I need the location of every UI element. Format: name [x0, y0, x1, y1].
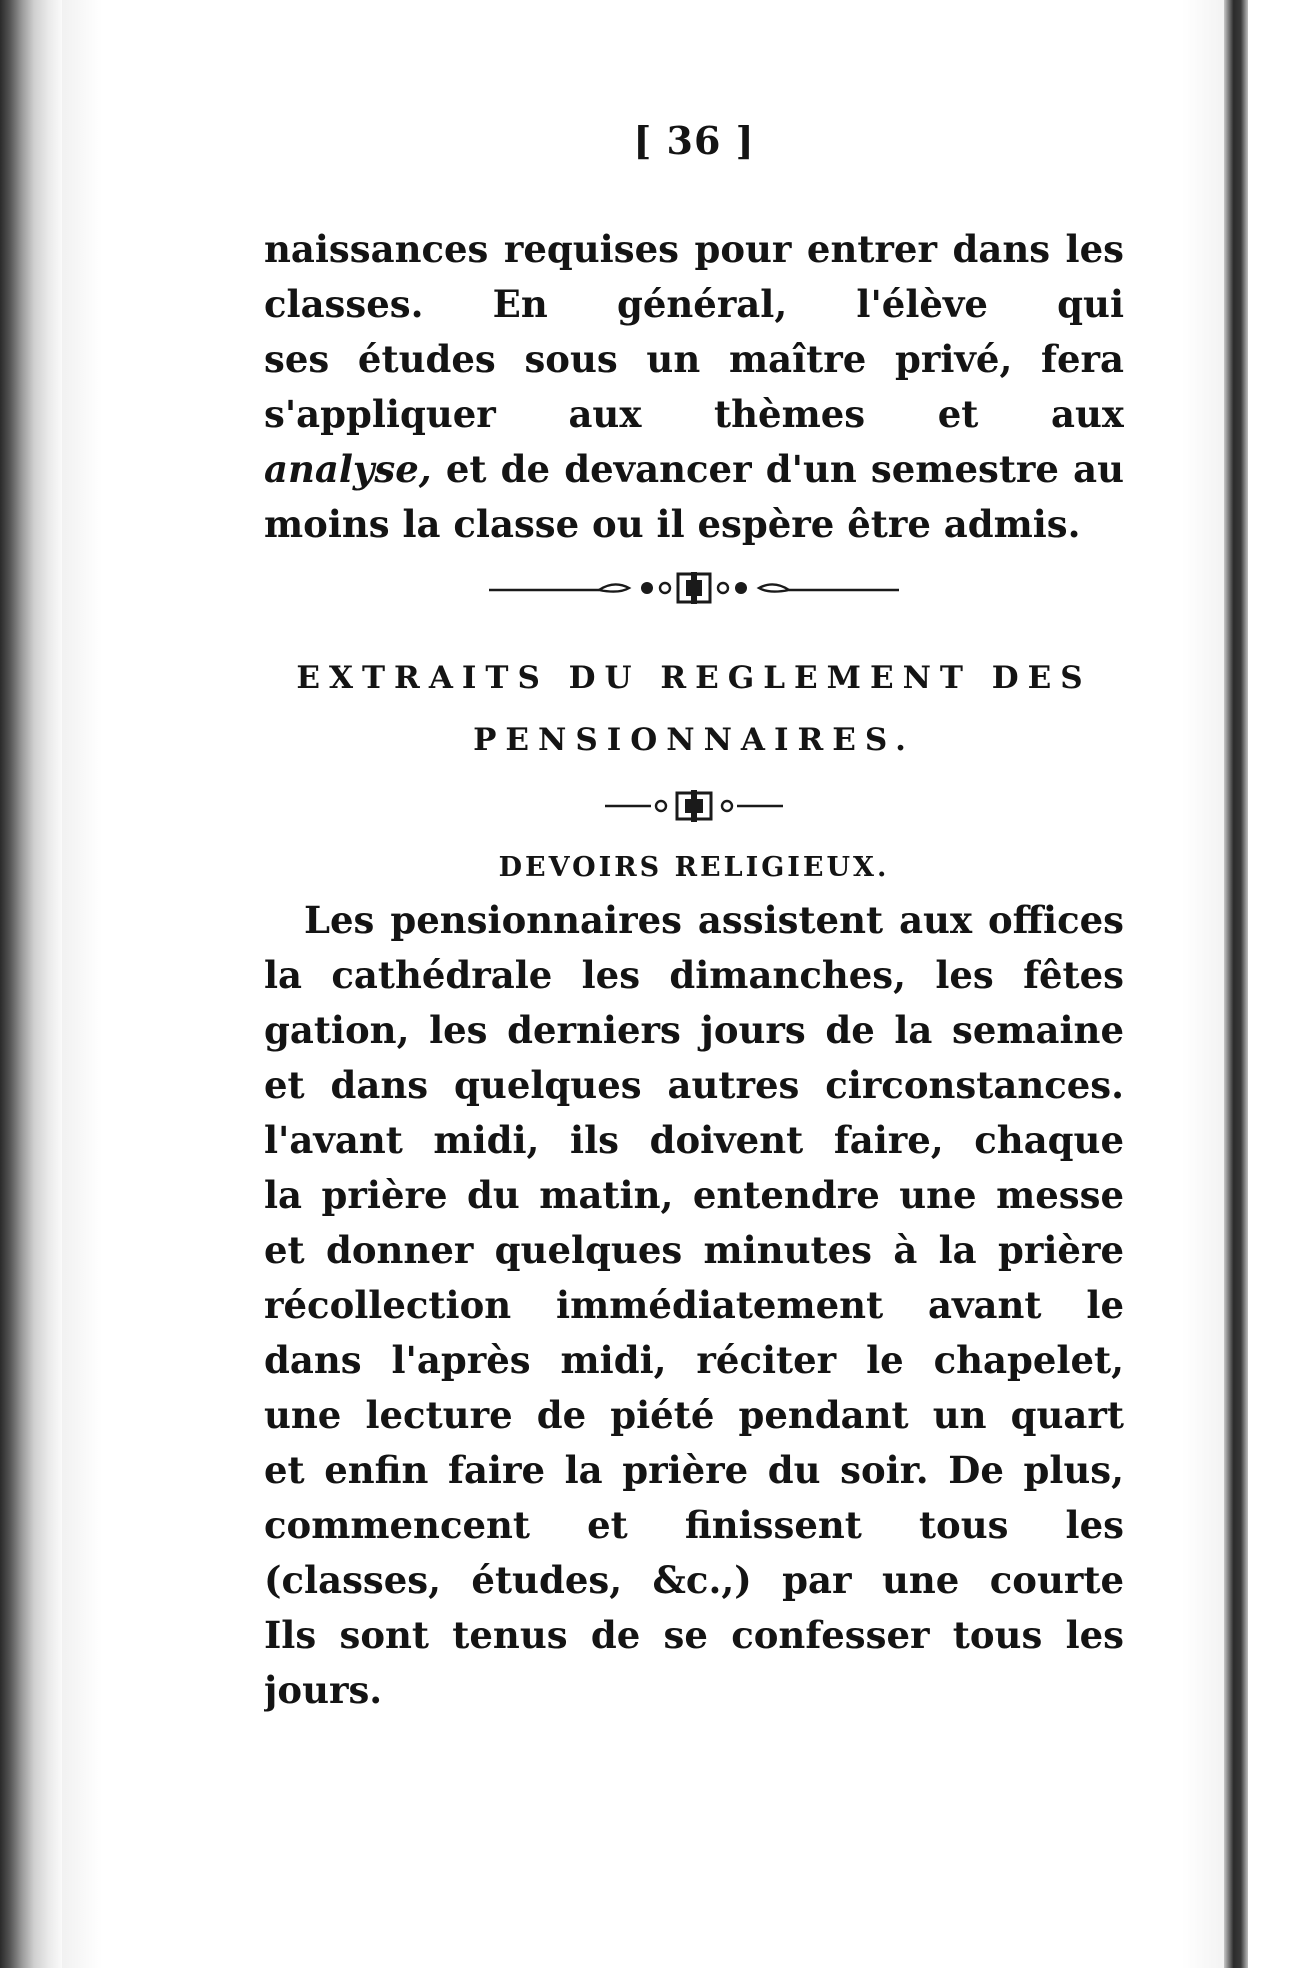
fleuron-ornament-icon	[479, 568, 909, 608]
text-line: la cathédrale les dimanches, les fêtes	[264, 953, 1124, 997]
binding-edge	[0, 0, 62, 1968]
text-line: la prière du matin, entendre une messe	[264, 1173, 1124, 1217]
text-line	[264, 387, 1124, 442]
text-line: jours.	[264, 1668, 383, 1712]
text-line: et enfin faire la prière du soir. De plus,	[264, 1448, 1124, 1492]
page-number: [ 36 ]	[633, 118, 755, 163]
subsection-heading: DEVOIRS RELIGIEUX.	[498, 852, 890, 883]
text-line: (classes, études, &c.,) par une courte	[264, 1558, 1124, 1602]
page-gutter	[1224, 0, 1248, 1968]
text-line: une lecture de piété pendant un quart	[264, 1393, 1124, 1437]
text-line: commencent et finissent tous les	[264, 1503, 1124, 1547]
text-line: Les pensionnaires assistent aux offices	[304, 898, 1124, 942]
text-line: Ils sont tenus de se confesser tous les	[264, 1613, 1124, 1657]
text-line: et donner quelques minutes à la prière	[264, 1228, 1124, 1272]
section-heading-line-1: EXTRAITS DU REGLEMENT DES	[296, 660, 1092, 696]
text-line: classes. En général, l'élève qui	[264, 282, 1124, 326]
text-line: récollection immédiatement avant le	[264, 1283, 1124, 1327]
text-line	[264, 442, 1124, 497]
text-line: dans l'après midi, réciter le chapelet,	[264, 1338, 1124, 1382]
text-line: gation, les derniers jours de la semaine	[264, 1008, 1124, 1052]
text-run: s'appliquer aux thèmes et aux	[264, 392, 1124, 436]
text-line: naissances requises pour entrer dans les	[264, 227, 1124, 271]
adjacent-page-edge	[1248, 0, 1304, 1968]
text-run: et de devancer d'un semestre au	[431, 447, 1124, 491]
small-fleuron-icon	[599, 788, 789, 824]
text-line: ses études sous un maître privé, fera	[264, 337, 1124, 381]
section-heading-line-2: PENSIONNAIRES.	[473, 722, 915, 758]
ornament-divider-large	[264, 568, 1124, 608]
text-line: moins la classe ou il espère être admis.	[264, 502, 1081, 546]
paragraph-intro	[264, 222, 1124, 552]
text-line: l'avant midi, ils doivent faire, chaque	[264, 1118, 1124, 1162]
ornament-divider-small	[264, 786, 1124, 826]
paragraph-religious-duties	[264, 893, 1124, 1718]
text-line: et dans quelques autres circonstances.	[264, 1063, 1124, 1107]
italic-phrase: analyse,	[264, 447, 432, 491]
